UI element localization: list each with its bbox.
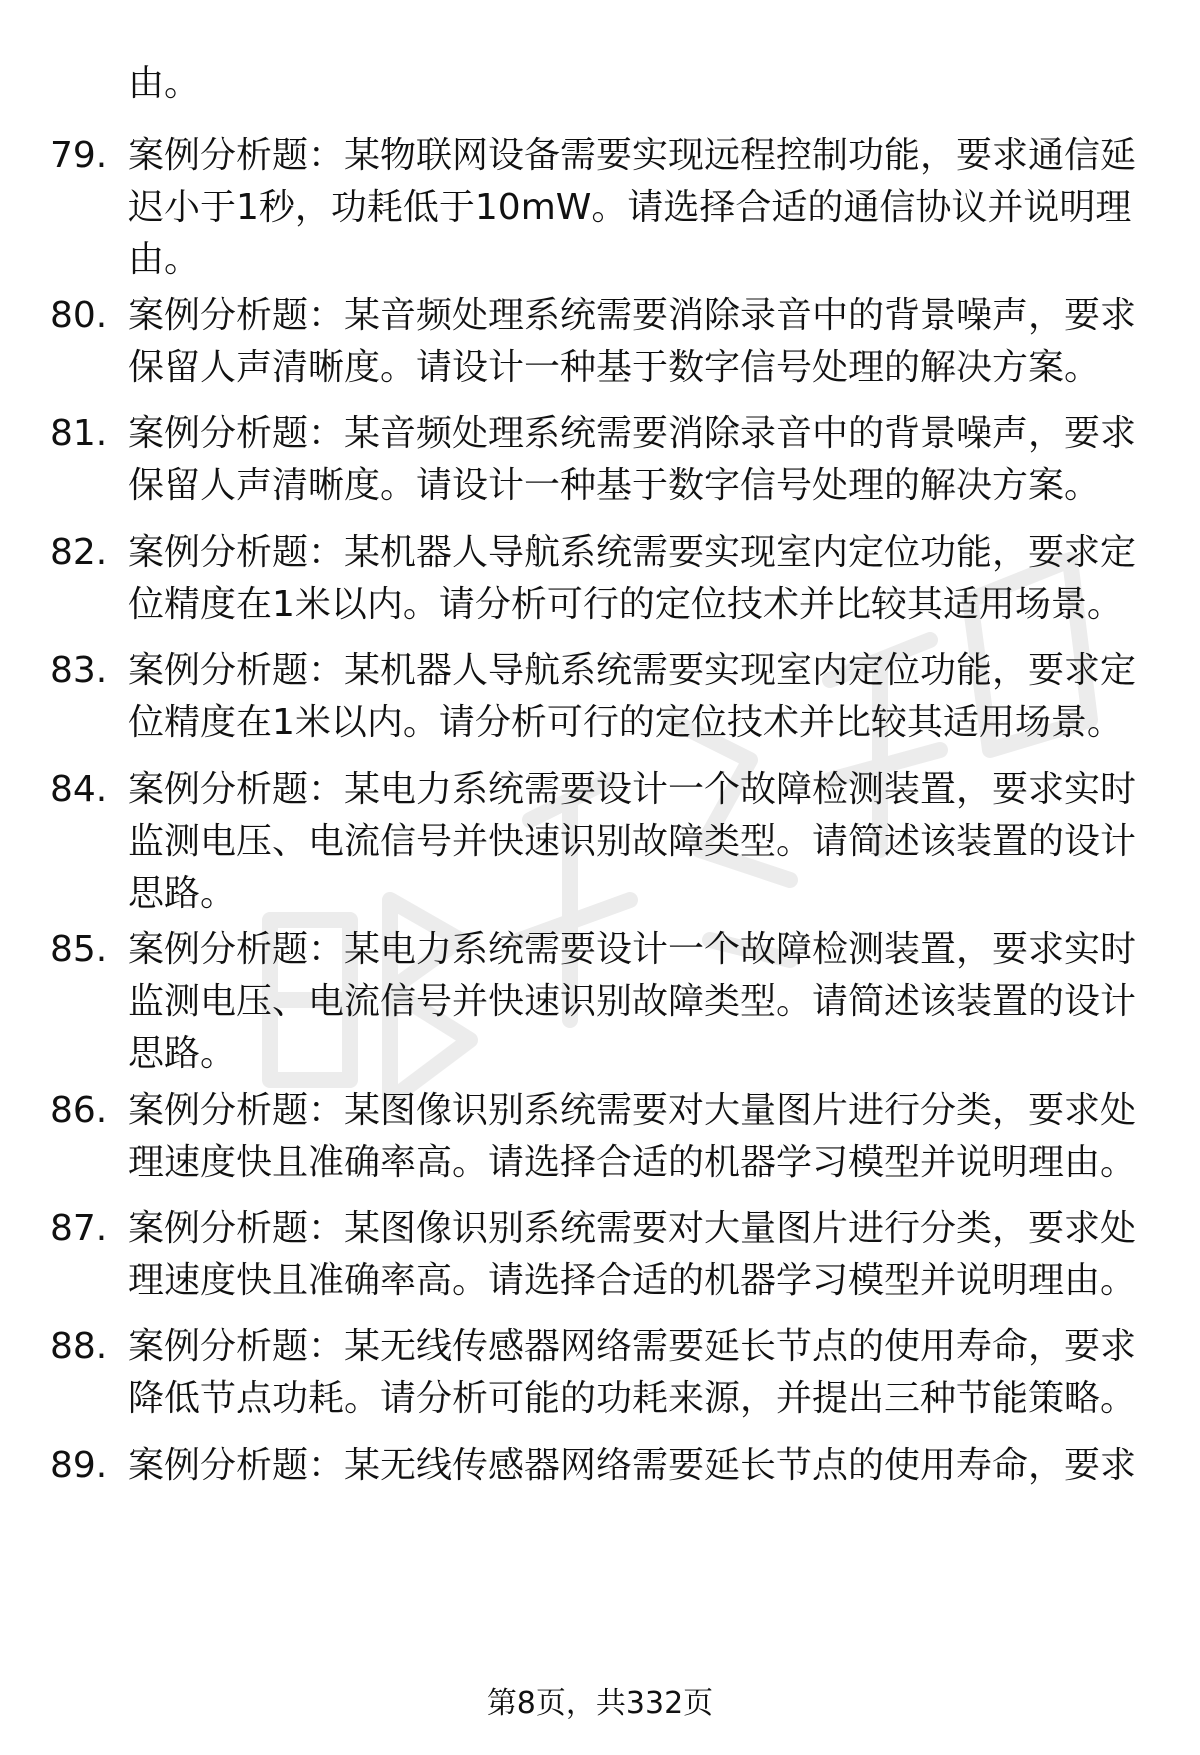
question-number: 87.: [50, 1208, 108, 1249]
question-text: [128, 1203, 1136, 1307]
question-line: 思路。: [128, 1033, 237, 1074]
question-number: 89.: [50, 1445, 108, 1486]
question-line: 案例分析题：某音频处理系统需要消除录音中的背景噪声，要求: [128, 413, 1137, 454]
question-line: 案例分析题：某音频处理系统需要消除录音中的背景噪声，要求: [128, 295, 1137, 336]
question-text: [128, 1085, 1136, 1189]
question-number: 81.: [50, 413, 108, 454]
question-line: 保留人声清晰度。请设计一种基于数字信号处理的解决方案。: [128, 465, 1101, 506]
question-number: 80.: [50, 295, 108, 336]
question-line: 案例分析题：某电力系统需要设计一个故障检测装置，要求实时: [128, 769, 1137, 810]
question-line: 由。: [128, 239, 201, 280]
question-text: [128, 924, 1136, 1080]
question-text: [128, 527, 1136, 631]
question-text: [128, 645, 1136, 749]
question-line: 保留人声清晰度。请设计一种基于数字信号处理的解决方案。: [128, 347, 1101, 388]
question-line: 案例分析题：某图像识别系统需要对大量图片进行分类，要求处: [128, 1208, 1137, 1249]
question-text: [128, 408, 1136, 512]
question-line: 案例分析题：某电力系统需要设计一个故障检测装置，要求实时: [128, 929, 1137, 970]
question-line: 位精度在1米以内。请分析可行的定位技术并比较其适用场景。: [128, 584, 1123, 625]
question-number: 88.: [50, 1326, 108, 1367]
question-line: 监测电压、电流信号并快速识别故障类型。请简述该装置的设计: [128, 981, 1137, 1022]
question-line: 理速度快且准确率高。请选择合适的机器学习模型并说明理由。: [128, 1142, 1137, 1183]
question-text: [128, 1440, 1136, 1492]
question-line: 位精度在1米以内。请分析可行的定位技术并比较其适用场景。: [128, 702, 1123, 743]
question-line: 思路。: [128, 873, 237, 914]
question-text: [128, 290, 1136, 394]
question-line: 降低节点功耗。请分析可能的功耗来源，并提出三种节能策略。: [128, 1378, 1137, 1419]
question-number: 79.: [50, 135, 108, 176]
question-line: 迟小于1秒，功耗低于10mW。请选择合适的通信协议并说明理: [128, 187, 1132, 228]
question-line: 案例分析题：某无线传感器网络需要延长节点的使用寿命，要求: [128, 1326, 1137, 1367]
page-footer: 第8页，共332页: [486, 1686, 714, 1721]
question-text: [128, 1321, 1136, 1425]
question-number: 83.: [50, 650, 108, 691]
question-text: [128, 764, 1136, 920]
question-text: [128, 130, 1136, 286]
question-number: 85.: [50, 929, 108, 970]
question-line: 案例分析题：某机器人导航系统需要实现室内定位功能，要求定: [128, 650, 1137, 691]
question-number: 82.: [50, 532, 108, 573]
question-line: 案例分析题：某无线传感器网络需要延长节点的使用寿命，要求: [128, 1445, 1137, 1486]
question-line: 监测电压、电流信号并快速识别故障类型。请简述该装置的设计: [128, 821, 1137, 862]
question-line: 理速度快且准确率高。请选择合适的机器学习模型并说明理由。: [128, 1260, 1137, 1301]
question-number: 84.: [50, 769, 108, 810]
question-line: 案例分析题：某图像识别系统需要对大量图片进行分类，要求处: [128, 1090, 1137, 1131]
question-number: 86.: [50, 1090, 108, 1131]
continuation-line: 由。: [128, 63, 201, 104]
question-line: 案例分析题：某物联网设备需要实现远程控制功能，要求通信延: [128, 135, 1137, 176]
question-line: 案例分析题：某机器人导航系统需要实现室内定位功能，要求定: [128, 532, 1137, 573]
